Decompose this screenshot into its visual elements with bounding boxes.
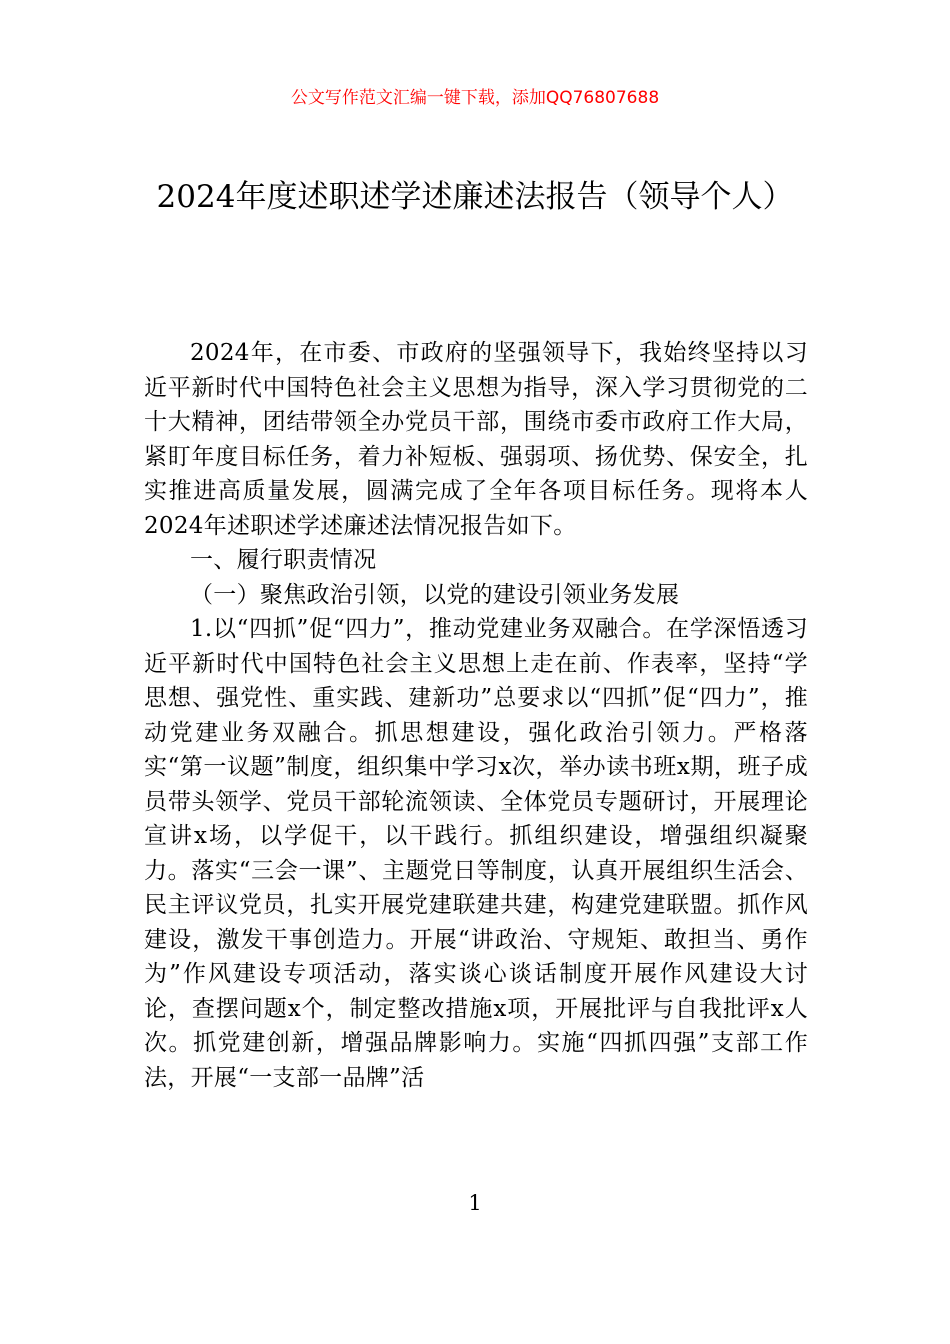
- page-number: 1: [468, 1191, 482, 1215]
- document-title: 2024年度述职述学述廉述法报告（领导个人）: [156, 179, 794, 215]
- section-heading: 一、履行职责情况: [190, 547, 377, 573]
- subsection-heading: （一）聚焦政治引领，以党的建设引领业务发展: [190, 581, 680, 608]
- header-download-note: 公文写作范文汇编一键下载，添加QQ76807688: [290, 88, 660, 108]
- intro-paragraph: 2024年，在市委、市政府的坚强领导下，我始终坚持以习近平新时代中国特色社会主义思想为指导，深入学习贯彻党的二十大精神，团结带领全办党员干部，围绕市委市政府工作大局，紧盯年度目标任务，着力补短板、强弱项、扬优势、保安全，扎实推进高质量发展，圆满完成了全年各项目标任务。现将本人2024年述职述学述廉述法情况报告如下。: [144, 340, 808, 539]
- document-body: [144, 336, 808, 1095]
- body-paragraph: 1.以“四抓”促“四力”，推动党建业务双融合。在学深悟透习近平新时代中国特色社会主义思想上走在前、作表率，坚持“学思想、强党性、重实践、建新功”总要求以“四抓”促“四力”，推动党建业务双融合。抓思想建设，强化政治引领力。严格落实“第一议题”制度，组织集中学习x次，举办读书班x期，班子成员带头领学、党员干部轮流领读、全体党员专题研讨，开展理论宣讲x场，以学促干，以干践行。抓组织建设，增强组织凝聚力。落实“三会一课”、主题党日等制度，认真开展组织生活会、民主评议党员，扎实开展党建联建共建，构建党建联盟。抓作风建设，激发干事创造力。开展“讲政治、守规矩、敢担当、勇作为”作风建设专项活动，落实谈心谈话制度开展作风建设大讨论，查摆问题x个，制定整改措施x项，开展批评与自我批评x人次。抓党建创新，增强品牌影响力。实施“四抓四强”支部工作法，开展“一支部一品牌”活: [144, 616, 808, 1091]
